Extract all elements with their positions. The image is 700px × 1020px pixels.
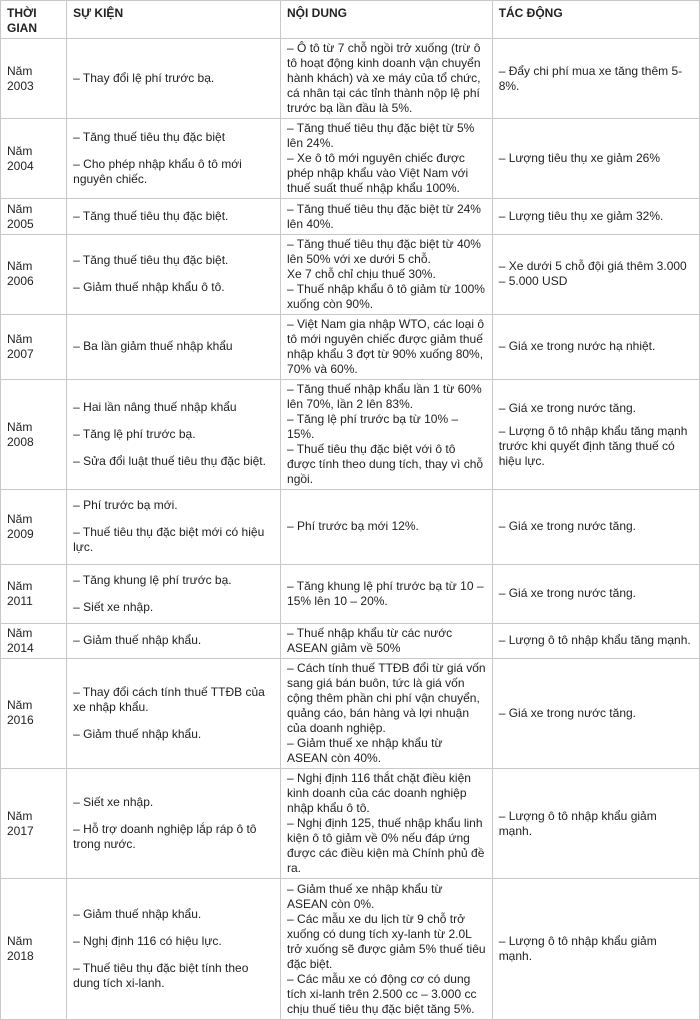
content-cell (281, 564, 493, 623)
table-row (1, 623, 700, 658)
year-cell: Năm 2014 (1, 623, 67, 658)
impact-cell (492, 379, 699, 489)
year-cell: Năm 2011 (1, 564, 67, 623)
content-item: – Cách tính thuế TTĐB đổi từ giá vốn sang giá bán buôn, tức là giá vốn cộng thêm phần chi phí vận chuyển, quảng cáo, bán hàng và lợi nhuận của doanh nghiệp. (287, 660, 486, 735)
table-row (1, 769, 700, 879)
table-header (1, 1, 700, 39)
impact-item: – Giá xe trong nước tăng. (498, 705, 636, 720)
impact-item: – Lượng ô tô nhập khẩu giảm mạnh. (498, 934, 657, 964)
event-item: – Giảm thuế nhập khẩu. (73, 726, 202, 741)
event-cell (67, 199, 281, 234)
content-cell (281, 658, 493, 768)
event-item: – Tăng thuế tiêu thụ đặc biệt (73, 130, 226, 145)
event-item: – Tăng thuế tiêu thụ đặc biệt. (73, 209, 229, 224)
table-row (1, 490, 700, 564)
content-item: – Thuế tiêu thụ đặc biệt với ô tô được tính theo dung tích, thay vì chỗ ngồi. (287, 442, 484, 487)
year-cell: Năm 2008 (1, 379, 67, 489)
event-cell (67, 623, 281, 658)
header-impact: TÁC ĐỘNG (492, 1, 699, 39)
table-row (1, 314, 700, 379)
event-item: – Thay đổi lệ phí trước bạ. (73, 71, 215, 86)
event-item: – Nghị định 116 có hiệu lực. (73, 934, 222, 949)
content-item: – Nghị định 116 thắt chặt điều kiện kinh doanh của các doanh nghiệp nhập khẩu ô tô. (287, 771, 471, 816)
impact-cell (492, 234, 699, 314)
event-item: – Giảm thuế nhập khẩu. (73, 633, 202, 648)
table-row (1, 379, 700, 489)
content-item: – Ô tô từ 7 chỗ ngồi trở xuống (trừ ô tô hoạt động kinh doanh vận chuyển hành khách) và xe máy của tổ chức, cá nhân tại các tỉnh thành nộp lệ phí trước bạ lần đầu là 5%. (287, 41, 481, 116)
content-cell (281, 199, 493, 234)
event-item: – Hỗ trợ doanh nghiệp lắp ráp ô tô trong nước. (73, 822, 257, 852)
impact-item: – Lượng tiêu thụ xe giảm 26% (498, 151, 661, 166)
impact-item: – Đẩy chi phí mua xe tăng thêm 5-8%. (498, 63, 683, 93)
year-cell: Năm 2004 (1, 119, 67, 199)
event-cell (67, 658, 281, 768)
impact-cell (492, 119, 699, 199)
table-body (1, 39, 700, 1020)
header-content: NỘI DUNG (281, 1, 493, 39)
content-item: – Tăng thuế tiêu thụ đặc biệt từ 40% lên 50% với xe dưới 5 chỗ. (287, 236, 481, 266)
event-item: – Tăng thuế tiêu thụ đặc biệt. (73, 253, 229, 268)
content-item: Xe 7 chỗ chỉ chịu thuế 30%. (287, 266, 436, 281)
impact-item: – Giá xe trong nước tăng. (498, 519, 636, 534)
content-item: – Việt Nam gia nhập WTO, các loại ô tô mới nguyên chiếc được giảm thuế nhập khẩu 3 đợt từ 90% xuống 80%, 70% và 60%. (287, 316, 485, 376)
header-event: SỰ KIỆN (67, 1, 281, 39)
table-row (1, 119, 700, 199)
event-cell (67, 234, 281, 314)
event-item: – Siết xe nhập. (73, 795, 154, 810)
year-cell: Năm 2006 (1, 234, 67, 314)
impact-item: – Xe dưới 5 chỗ đội giá thêm 3.000 – 5.000 USD (498, 259, 687, 289)
content-cell (281, 879, 493, 1020)
content-cell (281, 234, 493, 314)
content-cell (281, 119, 493, 199)
event-item: – Tăng lệ phí trước bạ. (73, 427, 196, 442)
event-cell (67, 39, 281, 119)
content-item: – Thuế nhập khẩu từ các nước ASEAN giảm về 50% (287, 625, 453, 655)
event-cell (67, 879, 281, 1020)
content-cell (281, 769, 493, 879)
event-item: – Cho phép nhập khẩu ô tô mới nguyên chiếc. (73, 157, 242, 187)
impact-cell (492, 490, 699, 564)
event-item: – Thuế tiêu thụ đặc biệt mới có hiệu lực. (73, 525, 265, 555)
event-item: – Hai lần nâng thuế nhập khẩu (73, 400, 237, 415)
impact-item: – Giá xe trong nước tăng. (498, 586, 636, 601)
year-cell: Năm 2005 (1, 199, 67, 234)
content-item: – Tăng khung lệ phí trước bạ từ 10 – 15% lên 10 – 20%. (287, 578, 484, 608)
year-cell: Năm 2007 (1, 314, 67, 379)
content-cell (281, 623, 493, 658)
impact-cell (492, 879, 699, 1020)
event-item: – Sửa đổi luật thuế tiêu thụ đặc biệt. (73, 454, 266, 469)
content-item: – Tăng thuế tiêu thụ đặc biệt từ 5% lên 24%. (287, 121, 475, 151)
table-row (1, 199, 700, 234)
impact-cell (492, 623, 699, 658)
impact-cell (492, 658, 699, 768)
content-item: – Thuế nhập khẩu ô tô giảm từ 100% xuống còn 90%. (287, 281, 485, 311)
table-row (1, 879, 700, 1020)
event-item: – Siết xe nhập. (73, 599, 154, 614)
impact-cell (492, 199, 699, 234)
impact-item: – Lượng ô tô nhập khẩu giảm mạnh. (498, 808, 657, 838)
event-cell (67, 119, 281, 199)
content-item: – Phí trước bạ mới 12%. (287, 519, 419, 534)
content-cell (281, 314, 493, 379)
content-item: – Giảm thuế xe nhập khẩu từ ASEAN còn 40%. (287, 735, 443, 765)
header-time: THỜI GIAN (1, 1, 67, 39)
content-item: – Xe ô tô mới nguyên chiếc được phép nhập khẩu vào Việt Nam với thuế suất thuế nhập khẩu 100%. (287, 151, 469, 196)
year-cell: Năm 2017 (1, 769, 67, 879)
impact-cell (492, 564, 699, 623)
content-item: – Các mẫu xe du lịch từ 9 chỗ trở xuống có dung tích xy-lanh từ 2.0L trở xuống sẽ được giảm 5% thuế tiêu đặc biệt. (287, 911, 486, 971)
event-item: – Ba lần giảm thuế nhập khẩu (73, 339, 233, 354)
year-cell: Năm 2003 (1, 39, 67, 119)
event-item: – Thay đổi cách tính thuế TTĐB của xe nhập khẩu. (73, 684, 265, 714)
year-cell: Năm 2018 (1, 879, 67, 1020)
table-row (1, 39, 700, 119)
impact-item: – Giá xe trong nước tăng. (498, 400, 636, 415)
content-item: – Tăng thuế nhập khẩu lần 1 từ 60% lên 70%, lần 2 lên 83%. (287, 382, 482, 412)
impact-cell (492, 314, 699, 379)
event-item: – Phí trước bạ mới. (73, 498, 178, 513)
content-cell (281, 490, 493, 564)
content-item: – Tăng lệ phí trước bạ từ 10% – 15%. (287, 412, 459, 442)
content-item: – Tăng thuế tiêu thụ đặc biệt từ 24% lên 40%. (287, 201, 481, 231)
impact-item: – Lượng ô tô nhập khẩu tăng mạnh trước khi quyết định tăng thuế có hiệu lực. (498, 423, 688, 468)
event-cell (67, 379, 281, 489)
table-row (1, 234, 700, 314)
content-cell (281, 39, 493, 119)
impact-cell (492, 769, 699, 879)
event-item: – Giảm thuế nhập khẩu ô tô. (73, 280, 225, 295)
content-item: – Các mẫu xe có động cơ có dung tích xi-lanh trên 2.500 cc – 3.000 cc chịu thuế tiêu thụ đặc biệt tăng 5%. (287, 971, 477, 1016)
impact-item: – Lượng tiêu thụ xe giảm 32%. (498, 209, 664, 224)
year-cell: Năm 2016 (1, 658, 67, 768)
content-cell (281, 379, 493, 489)
header-row (1, 1, 700, 39)
content-item: – Giảm thuế xe nhập khẩu từ ASEAN còn 0%. (287, 881, 443, 911)
table-row (1, 658, 700, 768)
event-cell (67, 564, 281, 623)
impact-item: – Lượng ô tô nhập khẩu tăng mạnh. (498, 633, 691, 648)
event-cell (67, 490, 281, 564)
event-cell (67, 769, 281, 879)
impact-cell (492, 39, 699, 119)
table-row (1, 564, 700, 623)
event-item: – Tăng khung lệ phí trước bạ. (73, 572, 232, 587)
event-item: – Thuế tiêu thụ đặc biệt tính theo dung tích xi-lanh. (73, 961, 249, 991)
event-item: – Giảm thuế nhập khẩu. (73, 907, 202, 922)
impact-item: – Giá xe trong nước hạ nhiệt. (498, 339, 656, 354)
year-cell: Năm 2009 (1, 490, 67, 564)
content-item: – Nghị định 125, thuế nhập khẩu linh kiện ô tô giảm về 0% nếu đáp ứng được các điều kiện mà Chính phủ đề ra. (287, 816, 485, 876)
event-cell (67, 314, 281, 379)
